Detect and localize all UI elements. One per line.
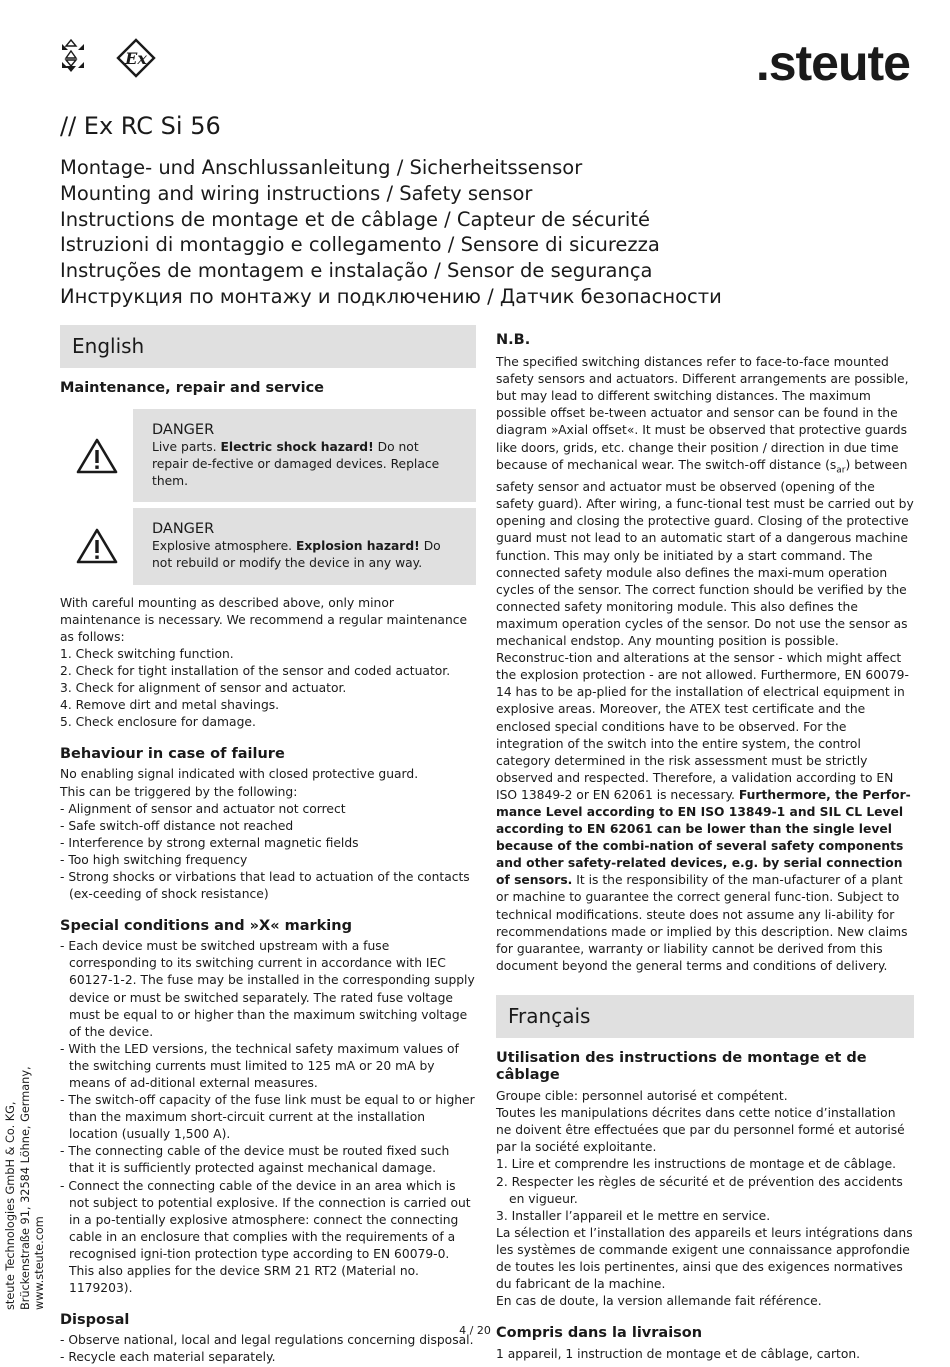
right-column	[496, 332, 914, 1364]
list-item: 1. Lire et comprendre les instructions de montage et de câblage.	[496, 1157, 897, 1172]
maintenance-intro: With careful mounting as described above, only minor maintenance is necessary. We recommend a regular maintenance as follows:	[60, 595, 468, 644]
list-item: - Strong shocks or virbations that lead to actuation of the contacts (ex-ceeding of shock resistance)	[60, 869, 470, 902]
nb-heading: N.B.	[496, 332, 531, 348]
danger-text: Live parts.	[152, 440, 221, 455]
special-heading: Special conditions and »X« marking	[60, 918, 352, 935]
delivery-text: 1 appareil, 1 instruction de montage et de câblage, carton.	[496, 1347, 861, 1362]
usage-steps	[496, 1156, 914, 1224]
danger-title: DANGER	[152, 422, 215, 439]
list-item: 2. Check for tight installation of the sensor and coded actuator.	[60, 663, 451, 678]
usage-heading: Utilisation des instructions de montage et de câblage	[496, 1049, 867, 1084]
list-item: - Safe switch-off distance not reached	[60, 818, 294, 833]
left-column	[60, 325, 476, 1367]
usage-line: En cas de doute, la version allemande fait référence.	[496, 1294, 822, 1309]
svg-text:Ex: Ex	[125, 49, 147, 68]
warning-triangle-icon	[60, 409, 133, 502]
usage-line: Toutes les manipulations décrites dans cette notice d’installation ne doivent être effectuées que par du personnel formé et autorisé par la société exploitante.	[496, 1106, 905, 1155]
failure-line: This can be triggered by the following:	[60, 784, 298, 799]
danger-box-electric	[60, 409, 476, 502]
special-conditions	[60, 938, 476, 1297]
ex-atex-icon	[116, 38, 160, 80]
subtitle-ru: Инструкция по монтажу и подключению / Датчик безопасности	[60, 284, 722, 308]
list-item: - Recycle each material separately.	[60, 1350, 276, 1365]
list-item: - Each device must be switched upstream with a fuse corresponding to its switching current in accordance with IEC 60127-1-2. The fuse may be installed in the corresponding supply device or must be switched separately. The rated fuse voltage must be equal to or higher than the maximum switching voltage of the device.	[60, 939, 475, 1039]
nb-text-part: It is the responsibility of the man-ufacturer of a plant or machine to guarantee the correct general func-tion. Subject to technical modifications. steute does not assume any li-ability for recommendations made or implied by this description. New claims for guarantee, warranty or liability cannot be derived from this document beyond the general terms and conditions of delivery.	[496, 873, 908, 973]
danger-text-cont: Do not repair de-fective or damaged devices. Replace them.	[152, 440, 440, 489]
list-item: 2. Respecter les règles de sécurité et de prévention des accidents en vigueur.	[496, 1174, 903, 1206]
disposal-heading: Disposal	[60, 1312, 130, 1329]
danger-text: Explosive atmosphere.	[152, 539, 296, 554]
company-line: Brückenstraße 91, 32584 Löhne, Germany, www.steute.com	[18, 1066, 46, 1310]
disposal-list	[60, 1332, 476, 1366]
list-item: - With the LED versions, the technical safety maximum values of the switching currents must limited to 125 mA or 20 mA by means of ad-ditional external measures.	[60, 1041, 459, 1090]
usage-line: La sélection et l’installation des appareils et leurs intégrations dans les systèmes de commande exigent une connaissance approfondie de toutes les lois pertinentes, ainsi que des exigences normatives du fabricant de la machine.	[496, 1225, 913, 1292]
list-item: - The connecting cable of the device must be routed fixed such that it is sufficiently protected against mechanical damage.	[60, 1144, 450, 1176]
nb-text	[496, 354, 914, 975]
usage-line: Groupe cible: personnel autorisé et compétent.	[496, 1089, 788, 1104]
maintenance-heading: Maintenance, repair and service	[60, 380, 325, 396]
failure-heading: Behaviour in case of failure	[60, 746, 285, 763]
page-number: 4 / 20	[459, 1324, 491, 1337]
failure-line: No enabling signal indicated with closed protective guard.	[60, 767, 419, 782]
nb-text-part: ) between safety sensor and actuator must be observed (opening of the safety guard). After wiring, a func-tional test must be carried out by opening and closing the protective guard. Closing of the protective guard must not lead to an automatic start of a dangerous machine function. This may only be initiated by a start command. The connected safety module also defines the maxi-mum operation cycles of the sensor. The correct function should be verified by the connected safety monitoring module. This also defines the maximum operation cycles of the sensor. Do not use the sensor as mechanical endstop. Any mounting position is possible. Reconstruc-tion and alterations at the sensor - which might affect the explosion protection - are not allowed. Furthermore, EN 60079-14 has to be ap-plied for the installation of electrical equipment in explosive areas. Moreover, the ATEX test certificate and the enclosed special conditions have to be observed. For the integration of the switch into the entire system, the control category determined in the risk assessment must be strictly observed and respected. Therefore, a validation according to EN ISO 13849-2 or EN 62061 is necessary.	[496, 457, 914, 802]
list-item: - Alignment of sensor and actuator not correct	[60, 801, 346, 816]
subtitle-pt: Instruções de montagem e instalação / Sensor de segurança	[60, 259, 653, 283]
list-item: - Connect the connecting cable of the device in an area which is not subject to potential explosive. If the connection is carried out in a po-tentially explosive atmosphere: connect the connecting cable in an enclosure that complies with the requirements of a recognised igni-tion protection type according to EN 60079-0. This also applies for the device SRM 21 RT2 (Material no. 1179203).	[60, 1178, 471, 1296]
danger-text-cont: Do not rebuild or modify the device in any way.	[152, 539, 441, 571]
failure-causes	[60, 801, 476, 904]
nb-subscript: ar	[836, 465, 846, 476]
list-item: 3. Check for alignment of sensor and actuator.	[60, 681, 347, 696]
list-item: - The switch-off capacity of the fuse link must be equal to or higher than the maximum short-circuit current at the installation location (usually 1,500 A).	[60, 1093, 475, 1142]
danger-title: DANGER	[152, 521, 215, 538]
danger-hazard: Explosion hazard!	[295, 539, 420, 554]
subtitle-it: Istruzioni di montaggio e collegamento / Sensore di sicurezza	[60, 233, 660, 257]
list-item: 5. Check enclosure for damage.	[60, 715, 256, 730]
subtitle-list	[60, 155, 722, 310]
nb-text-part: The specified switching distances refer to face-to-face mounted safety sensors and actuators. Different arrangements are possible, but may lead to different switching distances. The maximum possible offset be-tween actuator and sensor can be found in the diagram »Axial offset«. It must be observed that protective guards like doors, grids, etc. change their position / direction in due time because of mechanical wear. The switch-off distance (s	[496, 355, 909, 472]
header-logos	[58, 38, 168, 80]
danger-box-explosion	[60, 508, 476, 584]
document-title: // Ex RC Si 56	[60, 112, 221, 140]
danger-hazard: Electric shock hazard!	[220, 440, 374, 455]
list-item: - Observe national, local and legal regulations concerning disposal.	[60, 1333, 474, 1348]
subtitle-en: Mounting and wiring instructions / Safety sensor	[60, 181, 533, 205]
delivery-heading: Compris dans la livraison	[496, 1325, 703, 1342]
section-header-francais: Français	[496, 995, 914, 1038]
list-item: - Interference by strong external magnetic fields	[60, 835, 359, 850]
subtitle-fr: Instructions de montage et de câblage / Capteur de sécurité	[60, 207, 650, 231]
company-address	[4, 980, 48, 1310]
company-line: steute Technologies GmbH & Co. KG,	[4, 1101, 17, 1310]
brand-logo: .steute	[755, 35, 910, 91]
subtitle-de: Montage- und Anschlussanleitung / Sicherheitssensor	[60, 156, 583, 179]
list-item: 1. Check switching function.	[60, 646, 234, 661]
list-item: 3. Installer l’appareil et le mettre en service.	[496, 1208, 771, 1223]
section-header-english: English	[60, 325, 476, 368]
maintenance-steps	[60, 646, 476, 731]
list-item: - Too high switching frequency	[60, 852, 248, 867]
warning-triangle-icon	[60, 508, 133, 584]
nb-bold-text: Furthermore, the Perfor-mance Level according to EN ISO 13849-1 and SIL CL Level according to EN 62061 can be lower than the single level because of the combi-nation of several safety components and other safety-related devices, e.g. by serial connection of sensors.	[496, 787, 911, 888]
list-item: 4. Remove dirt and metal shavings.	[60, 698, 280, 713]
